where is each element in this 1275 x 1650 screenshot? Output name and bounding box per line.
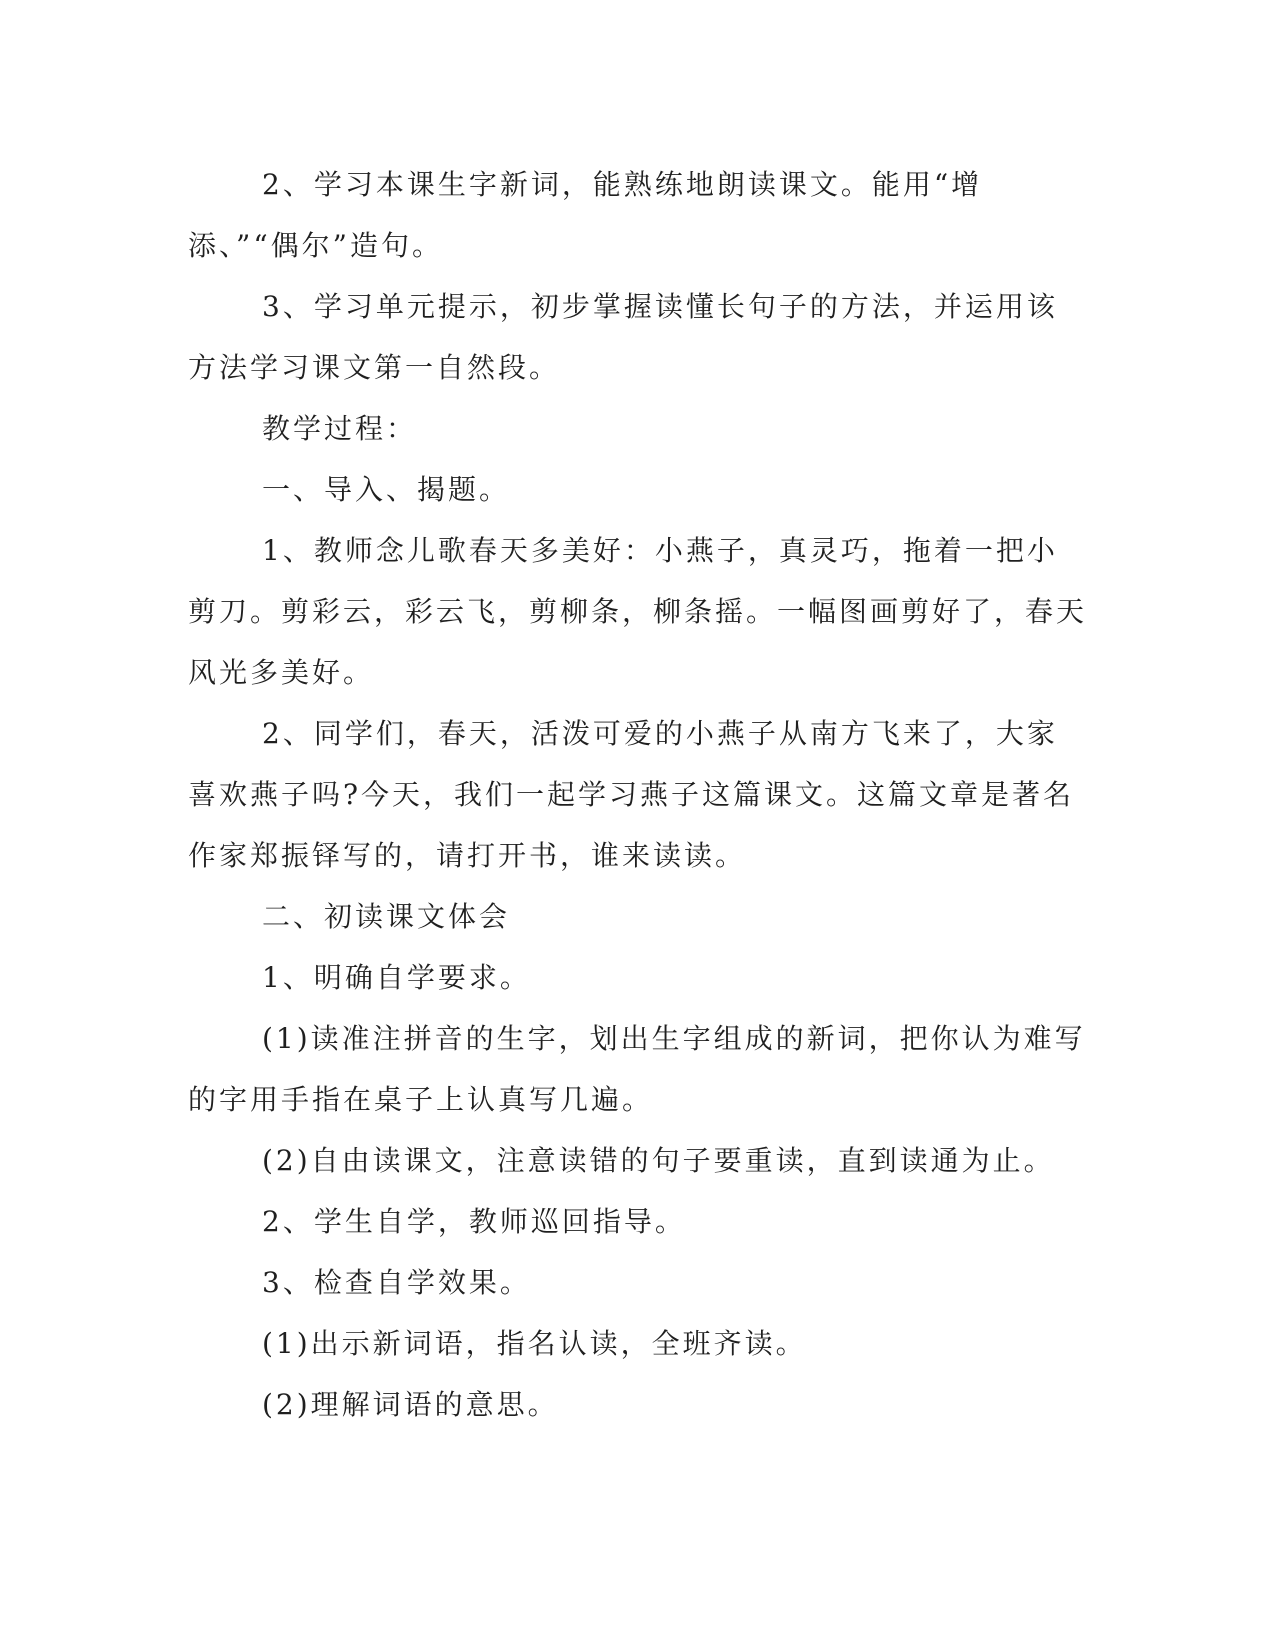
paragraph-check-results: 3、检查自学效果。 <box>262 1266 531 1299</box>
section-heading-intro: 一、导入、揭题。 <box>262 473 511 506</box>
paragraph-check-2: (2)理解词语的意思。 <box>262 1388 559 1421</box>
section-heading-process: 教学过程： <box>262 412 418 445</box>
document-body <box>188 154 1088 1435</box>
paragraph-requirement-2: (2)自由读课文，注意读错的句子要重读，直到读通为止。 <box>262 1144 1055 1177</box>
paragraph-self-study-requirements: 1、明确自学要求。 <box>262 961 531 994</box>
section-heading-first-reading: 二、初读课文体会 <box>262 900 511 933</box>
paragraph-requirement-1: (1)读准注拼音的生字，划出生字组成的新词，把你认为难写的字用手指在桌子上认真写几遍。 <box>188 1022 1086 1116</box>
paragraph-objective-2: 2、学习本课生字新词，能熟练地朗读课文。能用“增添、”“偶尔”造句。 <box>188 168 983 262</box>
paragraph-nursery-rhyme: 1、教师念儿歌春天多美好：小燕子，真灵巧，拖着一把小剪刀。剪彩云，彩云飞，剪柳条，柳条摇。一幅图画剪好了，春天风光多美好。 <box>188 534 1088 689</box>
paragraph-check-1: (1)出示新词语，指名认读，全班齐读。 <box>262 1327 807 1360</box>
paragraph-objective-3: 3、学习单元提示，初步掌握读懂长句子的方法，并运用该方法学习课文第一自然段。 <box>188 290 1058 384</box>
paragraph-introduce-lesson: 2、同学们，春天，活泼可爱的小燕子从南方飞来了，大家喜欢燕子吗?今天，我们一起学习燕子这篇课文。这篇文章是著名作家郑振铎写的，请打开书，谁来读读。 <box>188 717 1075 872</box>
paragraph-student-self-study: 2、学生自学，教师巡回指导。 <box>262 1205 686 1238</box>
